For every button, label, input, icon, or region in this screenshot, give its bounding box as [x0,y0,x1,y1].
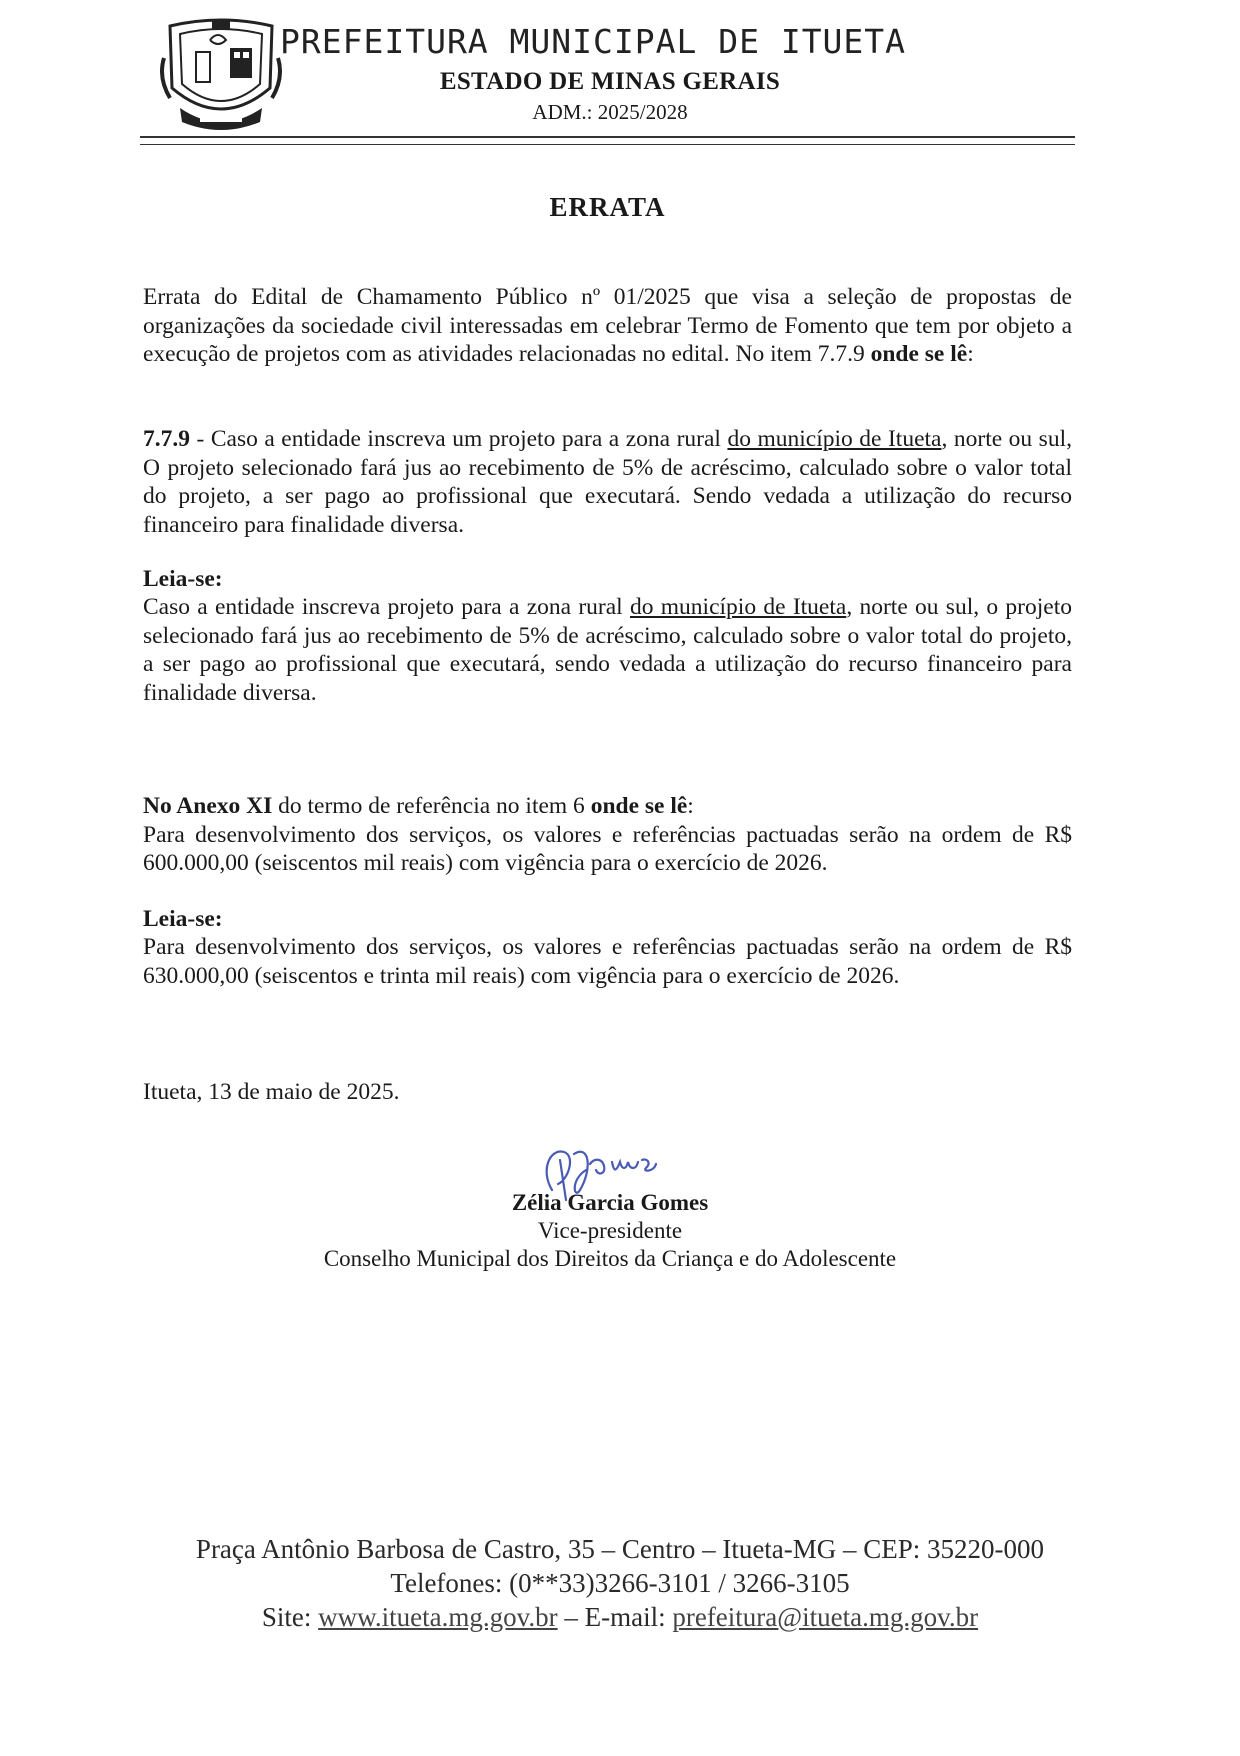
item-number: 7.7.9 [143,426,190,452]
header-divider [140,136,1075,138]
header-divider-thin [140,144,1075,145]
intro-text: Errata do Edital de Chamamento Público nº 01/2025 que visa a seleção de propostas de organizações da sociedade civil interessadas em celebrar Termo de Fomento que tem por objeto a execução de projetos com as atividades relacionadas no edital. No item 7.7.9 [143,284,1072,367]
correction-1-label-text: Leia-se: [143,566,223,592]
annex-text: Para desenvolvimento dos serviços, os valores e referências pactuadas serão na ordem de R$ 600.000,00 (seiscentos mil reais) com vigência para o exercício de 2026. [143,821,1072,876]
correction-1-label [143,565,1072,594]
document-date: Itueta, 13 de maio de 2025. [143,1079,400,1105]
signatory-role: Vice-presidente [537,1218,683,1243]
site-label: Site: [261,1602,319,1632]
signatory-organization: Conselho Municipal dos Direitos da Criança e do Adolescente [323,1246,897,1271]
intro-paragraph [143,283,1072,369]
footer-separator: – [557,1602,585,1632]
correction-1-paragraph [143,593,1072,707]
intro-bold-tail: onde se lê [870,341,968,367]
original-item-paragraph [143,425,1072,539]
document-title: ERRATA [549,192,666,222]
item-underlined-text: do município de Itueta [727,426,942,452]
signatory-name: Zélia Garcia Gomes [511,1190,709,1215]
site-link[interactable]: www.itueta.mg.gov.br [318,1602,558,1632]
header-state: ESTADO DE MINAS GERAIS [439,68,781,95]
correction-2-paragraph: Para desenvolvimento dos serviços, os valores e referências pactuadas serão na ordem de R$ 630.000,00 (seiscentos e trinta mil reais) com vigência para o exercício de 2026. [143,934,1072,989]
footer-contact [100,1602,1140,1633]
annex-paragraph [143,792,1072,878]
intro-colon: : [967,341,974,367]
footer-address: Praça Antônio Barbosa de Castro, 35 – Centro – Itueta-MG – CEP: 35220-000 [195,1534,1045,1564]
item-text-start: - Caso a entidade inscreva um projeto para a zona rural [190,426,728,452]
footer-phones: Telefones: (0**33)3266-3101 / 3266-3105 [390,1568,850,1598]
email-link[interactable]: prefeitura@itueta.mg.gov.br [672,1602,979,1632]
annex-colon: : [687,793,694,819]
correction-1-text-end: , norte ou sul, o projeto selecionado fará jus ao recebimento de 5% de acréscimo, calculado sobre o valor total do projeto, a ser pago ao profissional que executará, sendo vedada a utilização do recurso financeiro para finalidade diversa. [143,594,1072,706]
annex-bold-end: onde se lê [590,793,688,819]
correction-1-text-start: Caso a entidade inscreva projeto para a zona rural [143,594,630,620]
correction-2-label-text: Leia-se: [143,906,223,932]
header-administration: ADM.: 2025/2028 [532,100,688,124]
correction-2-label [143,905,1072,934]
annex-middle: do termo de referência no item 6 [272,793,591,819]
coat-of-arms-icon [160,18,282,134]
correction-1-underlined-text: do município de Itueta [630,594,847,620]
item-text-end: , norte ou sul, O projeto selecionado fará jus ao recebimento de 5% de acréscimo, calculado sobre o valor total do projeto, a ser pago ao profissional que executará. Sendo vedada a utilização do recurso financeiro para finalidade diversa. [143,426,1072,538]
email-label: E-mail: [584,1602,673,1632]
annex-bold-start: No Anexo XI [143,793,273,819]
header-title: PREFEITURA MUNICIPAL DE ITUETA [280,22,907,61]
